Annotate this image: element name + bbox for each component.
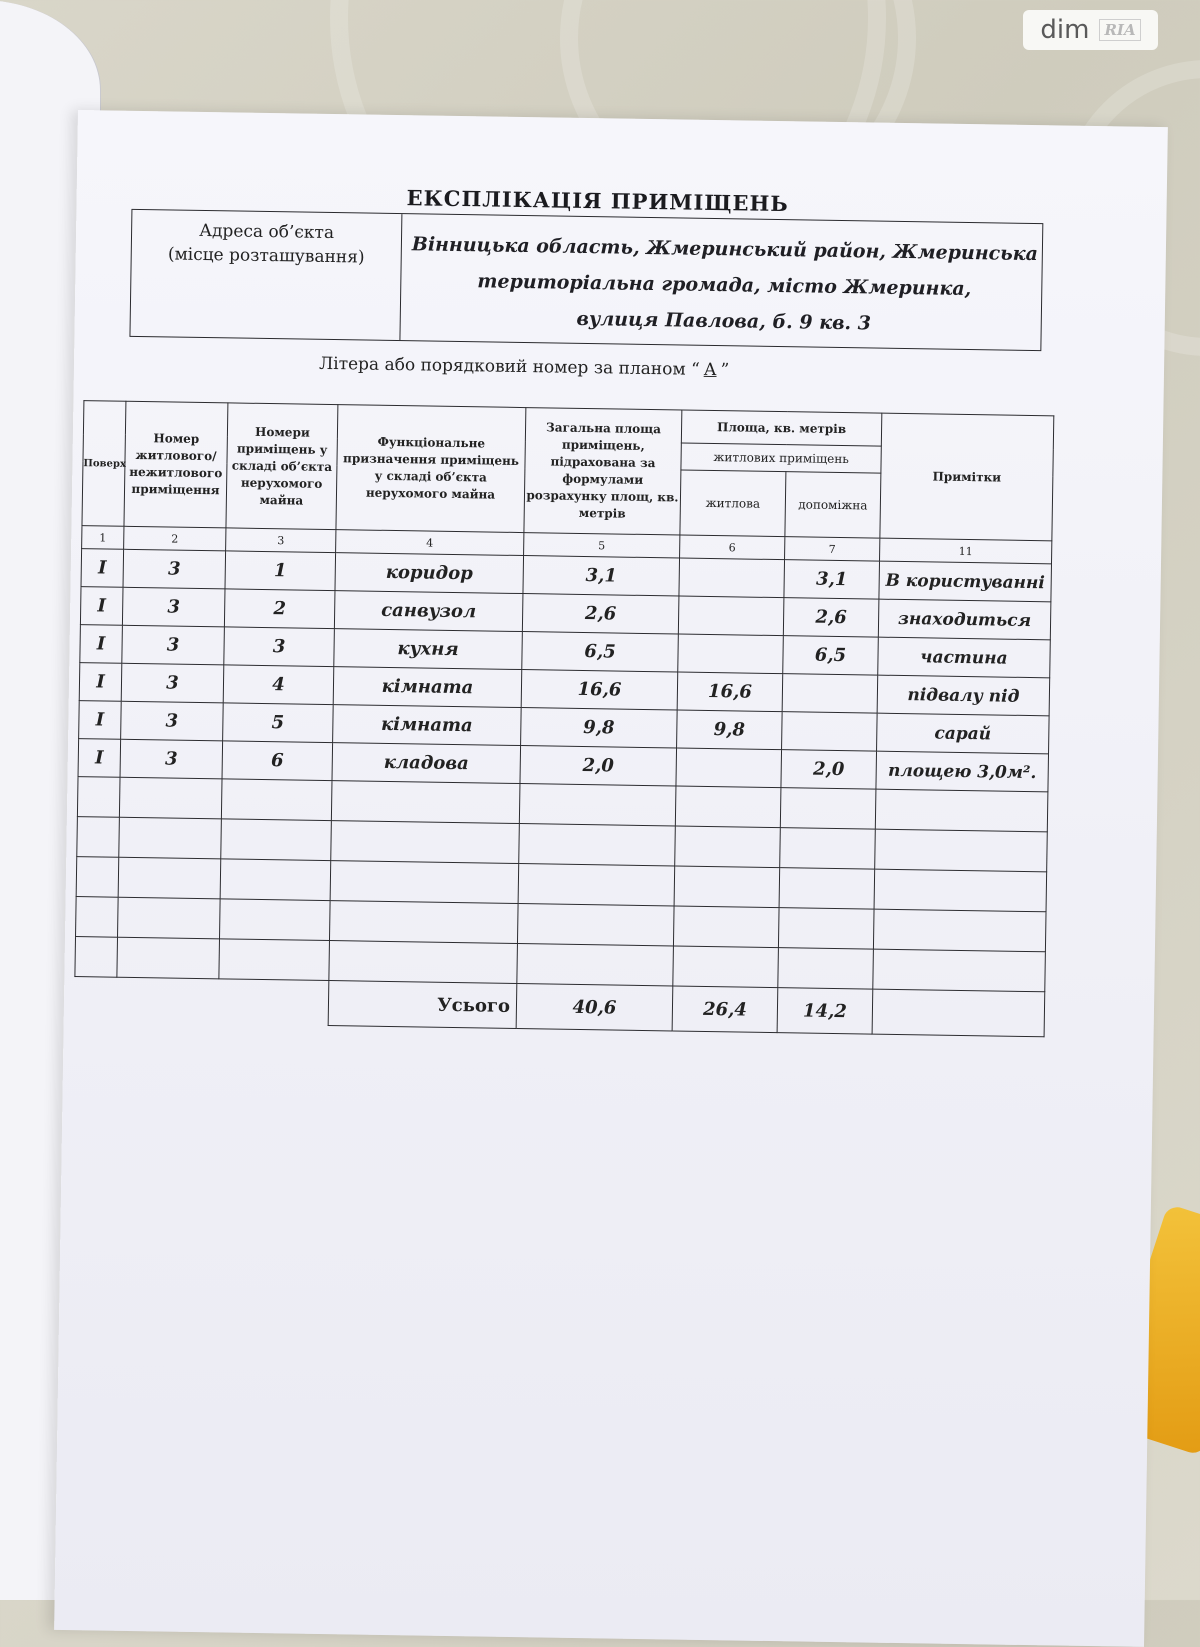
address-label bbox=[130, 210, 402, 340]
header-notes: Примітки bbox=[880, 413, 1054, 541]
explication-table bbox=[74, 400, 1055, 1037]
cell-room: 5 bbox=[223, 703, 334, 743]
address-label-line: (місце розташування) bbox=[167, 244, 365, 268]
cell-function: кладова bbox=[332, 743, 521, 784]
cell-auxiliary: 2,6 bbox=[783, 598, 879, 637]
cell-floor: I bbox=[78, 739, 121, 778]
header-room-numbers: Номери приміщень у складі об’єкта нерухомого майна bbox=[226, 403, 338, 530]
column-number: 2 bbox=[124, 526, 226, 551]
address-label-line: Адреса об’єкта bbox=[199, 220, 335, 244]
column-number: 1 bbox=[82, 526, 124, 550]
cell-note: знаходиться bbox=[878, 599, 1051, 640]
column-number: 3 bbox=[226, 528, 336, 553]
cell-floor: I bbox=[79, 701, 122, 740]
document-title: ЕКСПЛІКАЦІЯ ПРИМІЩЕНЬ bbox=[406, 185, 789, 217]
cell-total: 2,6 bbox=[522, 594, 679, 634]
cell-floor: I bbox=[80, 625, 123, 664]
cell-note: площею 3,0м². bbox=[876, 751, 1049, 792]
totals-auxiliary: 14,2 bbox=[777, 988, 873, 1034]
address-value-line: вулиця Павлова, б. 9 кв. 3 bbox=[576, 307, 872, 335]
cell-living: 16,6 bbox=[677, 672, 783, 712]
watermark-sub: RIA bbox=[1099, 19, 1140, 41]
cell-function: кухня bbox=[334, 629, 523, 670]
address-value bbox=[409, 226, 1041, 344]
cell-total: 16,6 bbox=[521, 670, 678, 710]
header-residential-group: житлових приміщень bbox=[681, 443, 881, 473]
address-box bbox=[129, 209, 1043, 351]
header-auxiliary: допоміжна bbox=[785, 472, 881, 538]
header-function: Функціональне призначення приміщень у складі об’єкта нерухомого майна bbox=[336, 405, 526, 533]
cell-auxiliary bbox=[782, 712, 878, 751]
cell-room: 4 bbox=[223, 665, 334, 705]
cell-room: 6 bbox=[222, 741, 333, 781]
column-number: 5 bbox=[524, 533, 680, 558]
column-number: 6 bbox=[680, 535, 785, 560]
address-value-line: Вінницька область, Жмеринський район, Жмеринська bbox=[411, 233, 1039, 266]
cell-function: кімната bbox=[333, 667, 522, 708]
cell-total: 3,1 bbox=[523, 556, 680, 596]
cell-floor: I bbox=[80, 587, 123, 626]
cell-note: В користуванні bbox=[879, 561, 1052, 602]
cell-floor: I bbox=[81, 549, 124, 588]
cell-room: 3 bbox=[224, 627, 335, 667]
dim-ria-watermark bbox=[1023, 10, 1158, 50]
cell-unit: 3 bbox=[122, 625, 225, 665]
header-unit-number: Номер житлового/ нежитлового приміщення bbox=[124, 401, 228, 528]
cell-floor: I bbox=[79, 663, 122, 702]
cell-total: 6,5 bbox=[522, 632, 679, 672]
cell-unit: 3 bbox=[120, 739, 223, 779]
litera-value: А bbox=[703, 359, 717, 381]
header-floor: Поверх bbox=[82, 401, 126, 527]
document-page bbox=[54, 110, 1168, 1647]
totals-living: 26,4 bbox=[672, 986, 778, 1033]
header-living: житлова bbox=[680, 470, 786, 537]
cell-auxiliary: 3,1 bbox=[784, 560, 880, 599]
litera-prefix: Літера або порядковий номер за планом bbox=[318, 353, 686, 380]
cell-auxiliary: 2,0 bbox=[781, 750, 877, 789]
cell-unit: 3 bbox=[123, 549, 226, 589]
cell-living bbox=[679, 558, 785, 598]
cell-note: підвалу під bbox=[877, 675, 1050, 716]
header-area-group: Площа, кв. метрів bbox=[681, 410, 881, 446]
cell-function: санвузол bbox=[334, 591, 523, 632]
cell-unit: 3 bbox=[121, 701, 224, 741]
cell-living bbox=[676, 748, 782, 788]
totals-total: 40,6 bbox=[516, 984, 673, 1031]
totals-label: Усього bbox=[328, 981, 517, 1029]
cell-total: 9,8 bbox=[521, 708, 678, 748]
cell-function: кімната bbox=[333, 705, 522, 746]
cell-room: 1 bbox=[225, 551, 336, 591]
cell-living bbox=[678, 596, 784, 636]
address-value-line: територіальна громада, місто Жмеринка, bbox=[477, 270, 972, 301]
cell-room: 2 bbox=[224, 589, 335, 629]
cell-unit: 3 bbox=[122, 587, 225, 627]
watermark-brand: dim bbox=[1040, 15, 1090, 45]
cell-auxiliary: 6,5 bbox=[783, 636, 879, 675]
litera-line: Літера або порядковий номер за планом “ А ” bbox=[318, 353, 730, 381]
cell-auxiliary bbox=[782, 674, 878, 713]
header-total-area: Загальна площа приміщень, підрахована за формулами розрахунку площ, кв. метрів bbox=[524, 408, 682, 535]
cell-note: частина bbox=[878, 637, 1051, 678]
cell-living bbox=[678, 634, 784, 674]
cell-function: коридор bbox=[335, 553, 524, 594]
cell-note: сарай bbox=[877, 713, 1050, 754]
column-number: 7 bbox=[785, 537, 880, 561]
cell-unit: 3 bbox=[121, 663, 224, 703]
column-number: 11 bbox=[880, 538, 1052, 564]
column-number: 4 bbox=[336, 530, 524, 556]
cell-living: 9,8 bbox=[677, 710, 783, 750]
cell-total: 2,0 bbox=[520, 746, 677, 786]
